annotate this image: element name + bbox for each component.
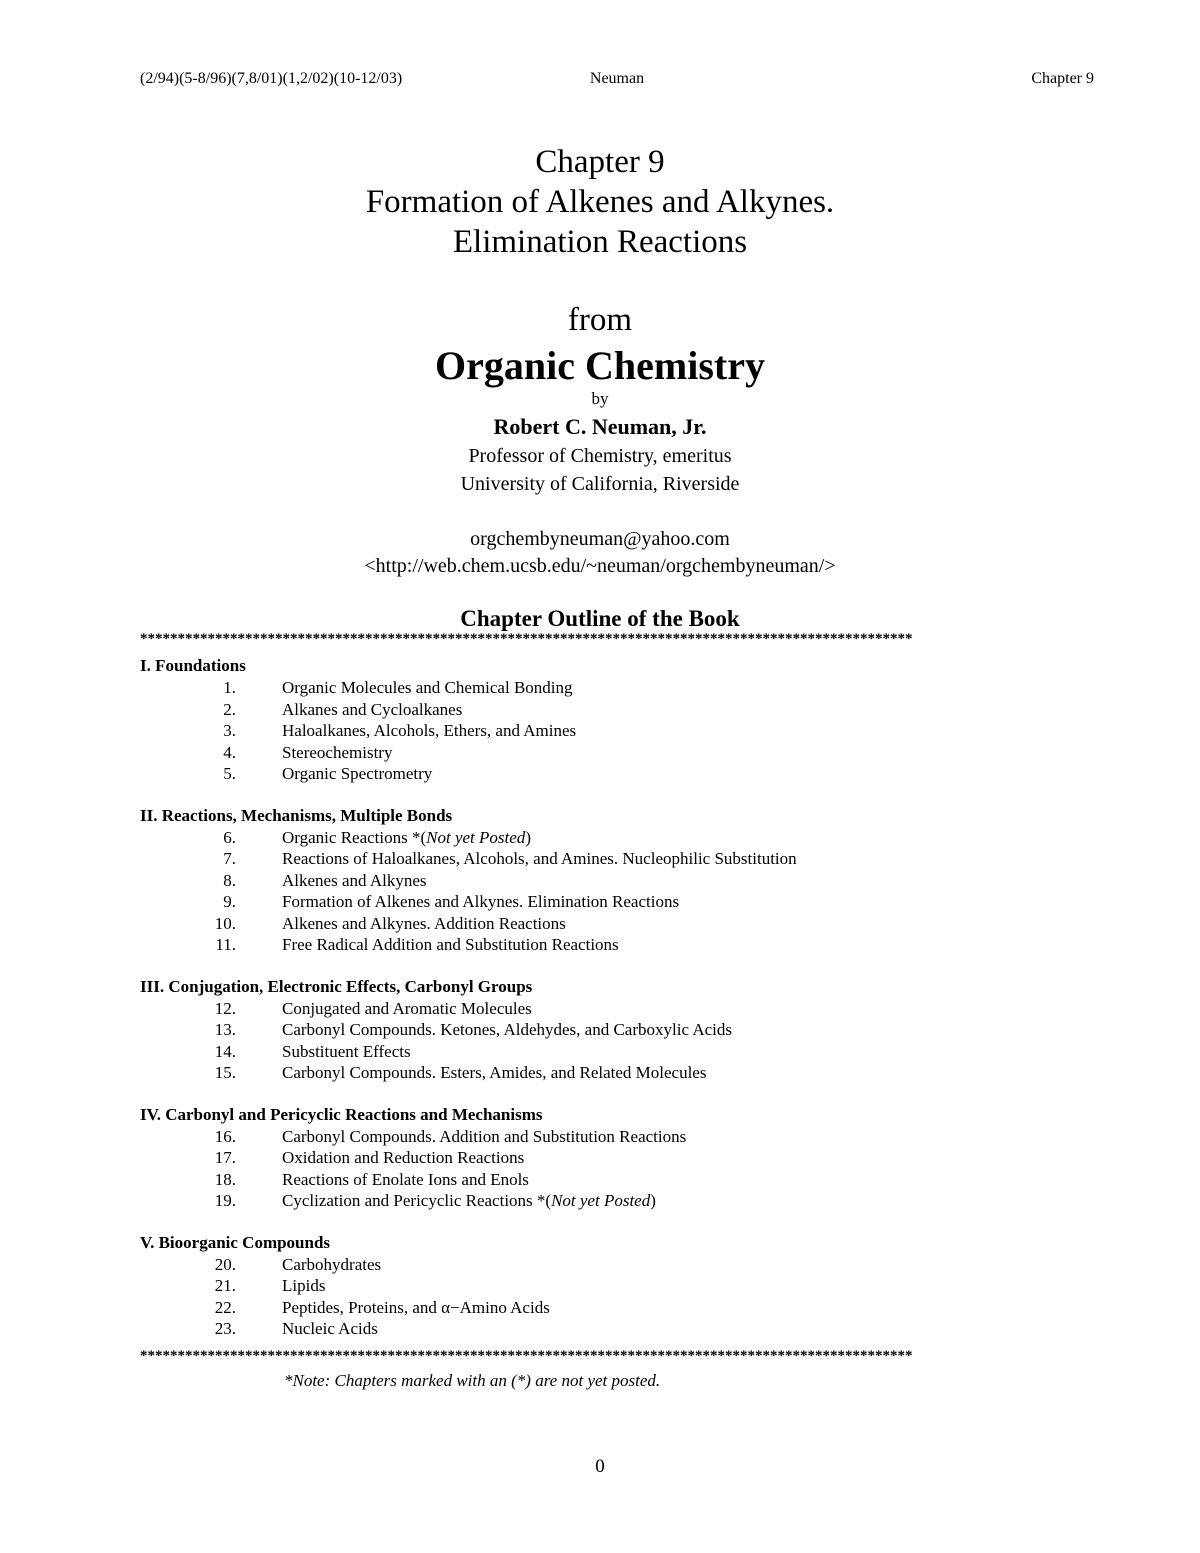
chapter-entry xyxy=(140,998,1060,1020)
chapter-entry-number: 4. xyxy=(223,742,236,762)
chapter-entry xyxy=(140,1169,1060,1191)
chapter-entry xyxy=(140,699,1060,721)
page-number: 0 xyxy=(595,1456,605,1477)
chapter-entry-name xyxy=(282,1297,550,1319)
chapter-entry-number: 22. xyxy=(214,1297,236,1317)
chapter-entry-name xyxy=(282,1275,325,1297)
chapter-entry xyxy=(140,1254,1060,1276)
chapter-entry xyxy=(140,891,1060,913)
not-posted-note: Not yet Posted xyxy=(426,827,526,847)
chapter-entry-text: Cyclization and Pericyclic Reactions *( xyxy=(282,1191,552,1210)
footnote: *Note: Chapters marked with an (*) are not yet posted. xyxy=(284,1371,661,1390)
chapter-entry-number: 13. xyxy=(214,1020,236,1039)
chapter-entry-text: Peptides, Proteins, and α−Amino Acids xyxy=(282,1297,550,1317)
chapter-entry-number: 11. xyxy=(215,935,236,954)
chapter-entry-name xyxy=(282,870,426,892)
chapter-entry-text: Alkanes and Cycloalkanes xyxy=(282,699,463,719)
book-title: Organic Chemistry xyxy=(435,343,765,388)
chapter-entry-name xyxy=(282,699,462,721)
chapter-entry-number: 9. xyxy=(223,892,236,911)
chapter-entry-name xyxy=(282,1147,524,1169)
chapter-entry xyxy=(140,1275,1060,1297)
chapter-entry xyxy=(140,720,1060,742)
not-posted-note: Not yet Posted xyxy=(551,1191,651,1210)
part-title: III. Conjugation, Electronic Effects, Carbonyl Groups xyxy=(140,976,533,996)
chapter-title-line-1: Formation of Alkenes and Alkynes. xyxy=(365,184,835,220)
chapter-entry-number: 8. xyxy=(223,870,236,890)
author-url[interactable]: <http://web.chem.ucsb.edu/~neuman/orgchembyneuman/> xyxy=(364,555,836,577)
author-name: Robert C. Neuman, Jr. xyxy=(493,414,707,439)
outline-part xyxy=(140,1232,1060,1340)
chapter-entry-name xyxy=(282,1169,529,1191)
chapter-entry-number: 20. xyxy=(214,1254,236,1274)
chapter-entry-text: Lipids xyxy=(282,1276,326,1295)
chapter-entry-text: Alkenes and Alkynes xyxy=(282,870,427,890)
chapter-entry-name xyxy=(282,1318,378,1340)
chapter-entry-text: Oxidation and Reduction Reactions xyxy=(282,1148,525,1167)
chapter-entry-text: Carbohydrates xyxy=(282,1254,382,1274)
author-position: Professor of Chemistry, emeritus xyxy=(468,445,732,467)
chapter-entry-name xyxy=(282,998,532,1020)
chapter-outline xyxy=(140,655,1060,1360)
chapter-entry-number: 6. xyxy=(223,827,236,847)
chapter-entry xyxy=(140,1318,1060,1340)
chapter-entry-name xyxy=(282,934,619,956)
chapter-entry-number: 17. xyxy=(214,1148,236,1167)
chapter-entry-text: Carbonyl Compounds. Addition and Substitution Reactions xyxy=(282,1126,687,1146)
chapter-entry-name xyxy=(282,848,797,870)
revision-dates: (2/94)(5-8/96)(7,8/01)(1,2/02)(10-12/03) xyxy=(140,70,403,87)
chapter-entry xyxy=(140,934,1060,956)
chapter-entry-number: 18. xyxy=(214,1169,236,1189)
chapter-entry xyxy=(140,1297,1060,1319)
chapter-entry-number: 1. xyxy=(223,678,236,697)
chapter-entry xyxy=(140,1062,1060,1084)
chapter-entry-text: Free Radical Addition and Substitution Reactions xyxy=(282,935,619,954)
author-institution: University of California, Riverside xyxy=(460,473,740,495)
title-block xyxy=(0,142,1200,580)
chapter-entry-name xyxy=(282,1062,706,1084)
chapter-entry-number: 5. xyxy=(223,764,236,783)
outline-part xyxy=(140,976,1060,1084)
chapter-entry xyxy=(140,1041,1060,1063)
chapter-entry-text: Alkenes and Alkynes. Addition Reactions xyxy=(282,913,566,933)
chapter-entry-text: Organic Spectrometry xyxy=(282,764,433,783)
from-label: from xyxy=(567,302,633,338)
chapter-entry-text: Reactions of Haloalkanes, Alcohols, and Amines. Nucleophilic Substitution xyxy=(282,849,797,868)
chapter-entry-text: Carbonyl Compounds. Esters, Amides, and Related Molecules xyxy=(282,1063,707,1082)
chapter-entry-text: Organic Reactions *( xyxy=(282,827,427,847)
chapter-entry xyxy=(140,763,1060,785)
chapter-entry xyxy=(140,848,1060,870)
chapter-entry-text: Organic Molecules and Chemical Bonding xyxy=(282,678,573,697)
header-chapter: Chapter 9 xyxy=(1031,70,1094,87)
chapter-entry-name xyxy=(282,827,531,849)
chapter-entry-name xyxy=(282,720,576,742)
chapter-entry-name xyxy=(282,1190,656,1212)
chapter-entry-text: Nucleic Acids xyxy=(282,1319,378,1338)
chapter-entry-number: 21. xyxy=(214,1276,236,1295)
chapter-number: Chapter 9 xyxy=(535,144,665,180)
chapter-entry-text: Formation of Alkenes and Alkynes. Elimination Reactions xyxy=(282,892,680,911)
chapter-entry-number: 3. xyxy=(223,721,236,740)
part-title: IV. Carbonyl and Pericyclic Reactions and Mechanisms xyxy=(140,1104,543,1124)
chapter-entry-name xyxy=(282,677,573,699)
chapter-entry xyxy=(140,1147,1060,1169)
chapter-entry-number: 12. xyxy=(214,998,236,1018)
chapter-entry xyxy=(140,870,1060,892)
outline-heading: Chapter Outline of the Book xyxy=(460,606,740,631)
chapter-entry-number: 23. xyxy=(214,1319,236,1338)
chapter-entry-name xyxy=(282,913,566,935)
part-title: I. Foundations xyxy=(140,656,246,675)
chapter-entry-number: 7. xyxy=(223,849,236,868)
chapter-entry-text: Stereochemistry xyxy=(282,742,393,762)
chapter-entry-text: Haloalkanes, Alcohols, Ethers, and Amines xyxy=(282,721,577,740)
chapter-entry-number: 10. xyxy=(214,913,236,933)
chapter-entry-text: Reactions of Enolate Ions and Enols xyxy=(282,1169,529,1189)
chapter-entry xyxy=(140,913,1060,935)
page-header xyxy=(140,70,1094,94)
chapter-entry-name xyxy=(282,1019,732,1041)
chapter-entry-text: Substituent Effects xyxy=(282,1041,411,1061)
part-title: V. Bioorganic Compounds xyxy=(140,1232,331,1252)
chapter-entry-number: 15. xyxy=(214,1063,236,1082)
chapter-entry-number: 2. xyxy=(223,699,236,719)
star-divider-top: ******************************************************************************************************* xyxy=(140,631,913,647)
chapter-entry-number: 14. xyxy=(214,1041,236,1061)
outline-part xyxy=(140,1104,1060,1212)
header-author: Neuman xyxy=(589,70,645,87)
chapter-entry xyxy=(140,827,1060,849)
chapter-entry-name xyxy=(282,891,679,913)
chapter-entry-text: Conjugated and Aromatic Molecules xyxy=(282,998,532,1018)
chapter-entry xyxy=(140,1019,1060,1041)
chapter-entry-name xyxy=(282,1126,686,1148)
chapter-entry-text: Carbonyl Compounds. Ketones, Aldehydes, and Carboxylic Acids xyxy=(282,1020,732,1039)
chapter-entry xyxy=(140,742,1060,764)
closing-paren: ) xyxy=(650,1191,656,1210)
chapter-entry-name xyxy=(282,763,432,785)
chapter-entry xyxy=(140,1126,1060,1148)
chapter-entry-name xyxy=(282,1041,411,1063)
chapter-entry-number: 19. xyxy=(214,1191,236,1210)
outline-part xyxy=(140,655,1060,785)
part-title: II. Reactions, Mechanisms, Multiple Bonds xyxy=(140,805,453,825)
chapter-entry-number: 16. xyxy=(214,1126,236,1146)
chapter-entry xyxy=(140,1190,1060,1212)
closing-paren: ) xyxy=(525,827,531,847)
by-label: by xyxy=(591,389,609,408)
chapter-entry xyxy=(140,677,1060,699)
star-divider-bottom: ******************************************************************************************************* xyxy=(140,1348,913,1364)
author-email[interactable]: orgchembyneuman@yahoo.com xyxy=(470,528,730,550)
chapter-entry-name xyxy=(282,1254,381,1276)
outline-part xyxy=(140,805,1060,956)
chapter-entry-name xyxy=(282,742,392,764)
chapter-title-line-2: Elimination Reactions xyxy=(452,224,748,260)
